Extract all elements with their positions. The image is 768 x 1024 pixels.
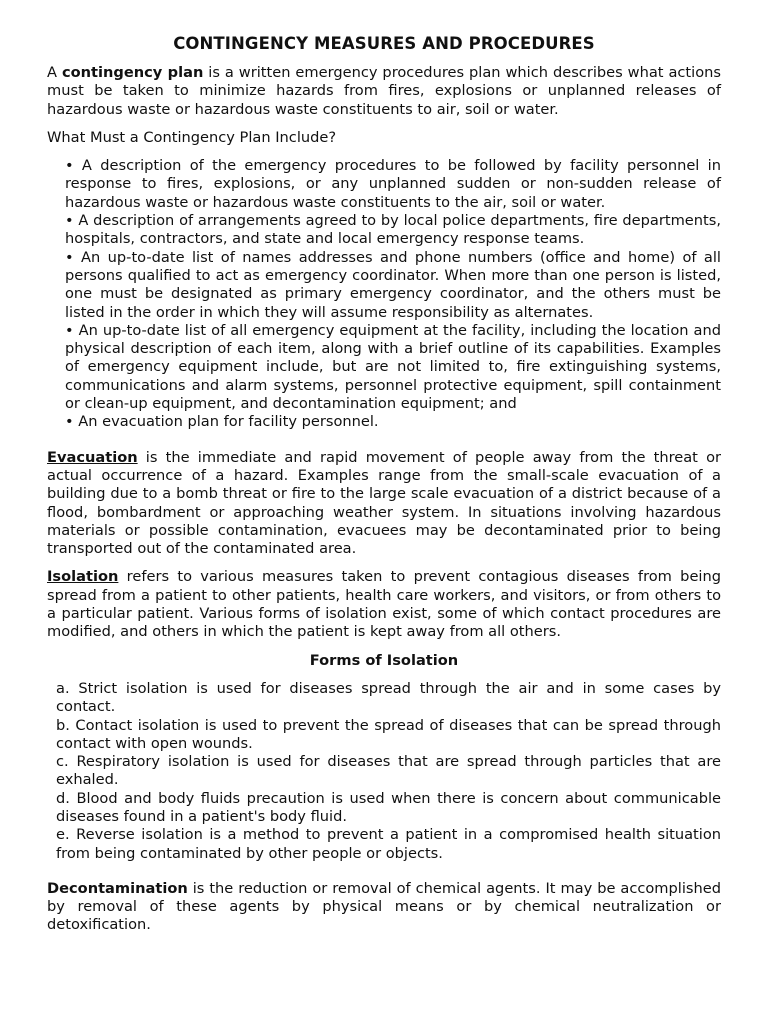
decontamination-text: is the reduction or removal of chemical agents. It may be accomplished by removal of these agents by physical means or by chemical neutralization or detoxification.: [47, 879, 721, 934]
evacuation-paragraph: [47, 449, 721, 559]
evacuation-term: Evacuation: [47, 448, 138, 466]
intro-term: contingency plan: [61, 64, 204, 81]
list-item: b. Contact isolation is used to prevent the spread of diseases that can be spread through contact with open wounds.: [56, 716, 721, 752]
list-item: a. Strict isolation is used for diseases spread through the air and in some cases by contact.: [56, 679, 721, 716]
intro-paragraph: [47, 64, 721, 119]
evacuation-text: is the immediate and rapid movement of people away from the threat or actual occurrence of a hazard. Examples range from the small-scale evacuation of a building due to a bomb threat or fire to the large scale evacuation of a district because of a flood, bombardment or approaching weather system. In situations involving hazardous materials or possible contamination, evacuees may be decontaminated prior to being transported out of the contaminated area.: [47, 448, 721, 558]
list-item: • A description of the emergency procedures to be followed by facility personnel in response to fires, explosions, or any unplanned sudden or non-sudden release of hazardous waste or hazardous waste constituents to the air, soil or water.: [65, 157, 721, 211]
isolation-paragraph: [47, 568, 721, 641]
intro-text: is a written emergency procedures plan which describes what actions must be taken to minimize hazards from fires, explosions or unplanned releases of hazardous waste or hazardous waste constituents to air, soil or water.: [47, 64, 721, 118]
isolation-forms-list: [47, 680, 721, 863]
isolation-text: refers to various measures taken to prevent contagious diseases from being spread from a patient to other patients, health care workers, and visitors, or from others to a particular patient. Various forms of isolation exist, some of which contact procedures are modified, and others in which the patient is kept away from all others.: [47, 568, 721, 641]
list-item: c. Respiratory isolation is used for diseases that are spread through particles that are exhaled.: [56, 753, 721, 789]
list-item: • An up-to-date list of names addresses and phone numbers (office and home) of all persons qualified to act as emergency coordinator. When more than one person is listed, one must be designated as primary emergency coordinator, and the others must be listed in the order in which they will assume responsibility as alternates.: [65, 248, 721, 321]
list-item: • A description of arrangements agreed to by local police departments, fire departments, hospitals, contractors, and state and local emergency response teams.: [65, 212, 721, 248]
intro-prefix: A: [47, 64, 62, 81]
forms-heading: Forms of Isolation: [309, 651, 459, 669]
requirements-list: [47, 157, 721, 431]
list-item: d. Blood and body fluids precaution is used when there is concern about communicable diseases found in a patient's body fluid.: [56, 789, 721, 825]
list-item: e. Reverse isolation is a method to prevent a patient in a compromised health situation from being contaminated by other people or objects.: [56, 826, 721, 862]
question-line: What Must a Contingency Plan Include?: [47, 128, 337, 146]
decontamination-term: Decontamination: [47, 879, 188, 897]
isolation-term: Isolation: [47, 568, 119, 586]
decontamination-paragraph: [47, 880, 721, 935]
list-item: • An up-to-date list of all emergency equipment at the facility, including the location and physical description of each item, along with a brief outline of its capabilities. Examples of emergency equipment include, but are not limited to, fire extinguishing systems, communications and alarm systems, personnel protective equipment, spill containment or clean-up equipment, and decontamination equipment; and: [65, 321, 721, 413]
page-title: CONTINGENCY MEASURES AND PROCEDURES: [173, 34, 595, 53]
list-item: • An evacuation plan for facility personnel.: [65, 413, 379, 431]
